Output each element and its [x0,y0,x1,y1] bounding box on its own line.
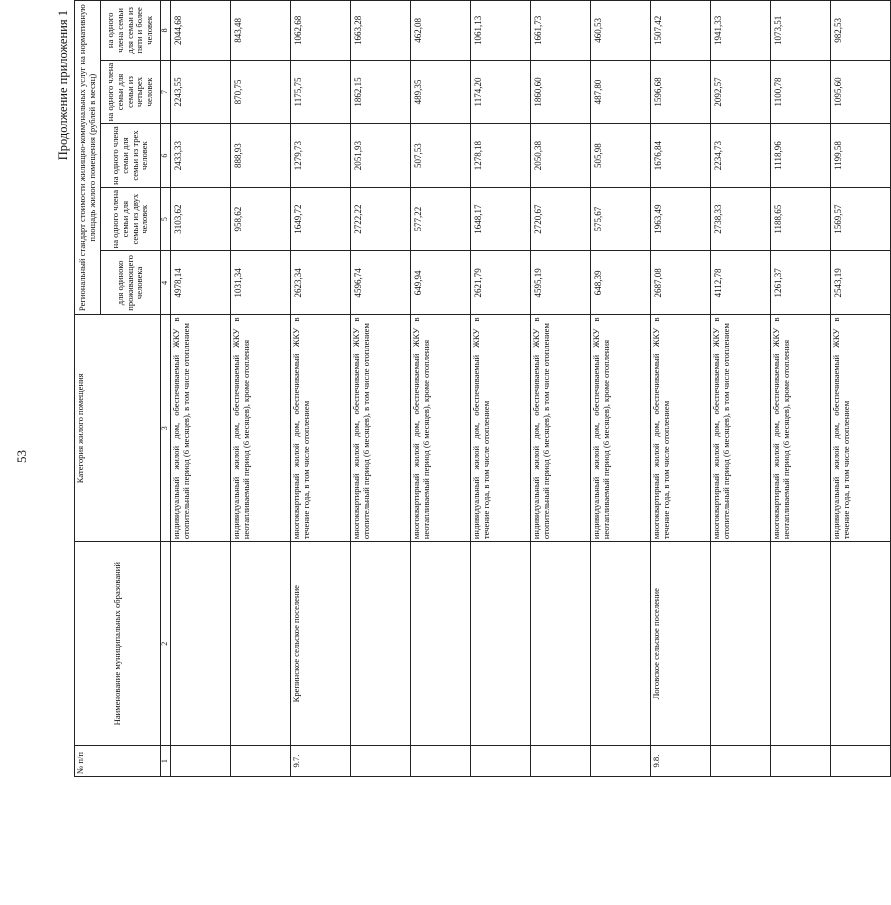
standard-value: 958,62 [231,187,291,251]
standard-value: 2621,79 [471,251,531,315]
standard-value: 487,80 [591,60,651,124]
row-number [771,746,831,777]
municipality-name [351,542,411,746]
row-number [471,746,531,777]
municipality-name [171,542,231,746]
standard-value: 2722,22 [351,187,411,251]
standard-value: 577,22 [411,187,471,251]
housing-category: индивидуальный жилой дом, обеспечиваемый ЖКУ в отопительный период (6 месяцев), в том числе отоплением [531,315,591,542]
row-number [591,746,651,777]
standard-value: 505,98 [591,124,651,188]
municipality-name [771,542,831,746]
housing-category: многоквартирный жилой дом, обеспечиваемый ЖКУ в отопительный период (6 месяцев), в том числе отоплением [711,315,771,542]
table-row [711,1,771,777]
col-num-7: 7 [161,60,171,124]
standard-value: 2051,93 [351,124,411,188]
row-number [231,746,291,777]
standard-value: 982,53 [831,1,891,61]
table-row [171,1,231,777]
table-row [831,1,891,777]
municipality-name [711,542,771,746]
standard-value: 3103,62 [171,187,231,251]
standard-value: 2044,68 [171,1,231,61]
row-number [351,746,411,777]
column-numbers-row [161,1,171,777]
standard-value: 648,39 [591,251,651,315]
standard-value: 507,53 [411,124,471,188]
row-number: 9.8. [651,746,711,777]
standard-value: 1100,78 [771,60,831,124]
standard-value: 1860,60 [531,60,591,124]
standard-value: 2543,19 [831,251,891,315]
housing-category: многоквартирный жилой дом, обеспечиваемый ЖКУ в неотапливаемый период (6 месяцев), кроме отопления [411,315,471,542]
tariff-table [74,0,891,777]
standard-value: 1175,75 [291,60,351,124]
row-number [831,746,891,777]
housing-category: многоквартирный жилой дом, обеспечиваемый ЖКУ в отопительный период (6 месяцев), в том числе отоплением [351,315,411,542]
col-num-3: 3 [161,315,171,542]
table-row [411,1,471,777]
standard-value: 1569,57 [831,187,891,251]
housing-category: индивидуальный жилой дом, обеспечиваемый ЖКУ в неотапливаемый период (6 месяцев), кроме отопления [591,315,651,542]
housing-category: индивидуальный жилой дом, обеспечиваемый ЖКУ в неотапливаемый период (6 месяцев), кроме отопления [231,315,291,542]
standard-value: 2243,55 [171,60,231,124]
standard-value: 1095,60 [831,60,891,124]
housing-category: многоквартирный жилой дом, обеспечиваемый ЖКУ в течение года, в том числе отоплением [291,315,351,542]
col-num-1: 1 [161,746,171,777]
header-row-1 [75,1,101,777]
header-sub-4: на одного члена семьи для семьи из четырех человек [101,60,161,124]
col-num-2: 2 [161,542,171,746]
standard-value: 1648,17 [471,187,531,251]
standard-value: 2623,34 [291,251,351,315]
standard-value: 1596,68 [651,60,711,124]
col-num-8: 8 [161,1,171,61]
header-sub-3: на одного члена семьи для семьи из трех человек [101,124,161,188]
standard-value: 1061,13 [471,1,531,61]
row-number: 9.7. [291,746,351,777]
table-row [591,1,651,777]
col-num-4: 4 [161,251,171,315]
col-num-5: 5 [161,187,171,251]
housing-category: индивидуальный жилой дом, обеспечиваемый ЖКУ в отопительный период (6 месяцев), в том числе отоплением [171,315,231,542]
housing-category: индивидуальный жилой дом, обеспечиваемый ЖКУ в течение года, в том числе отоплением [831,315,891,542]
row-number [711,746,771,777]
standard-value: 2092,57 [711,60,771,124]
municipality-name: Логовское сельское поселение [651,542,711,746]
standard-value: 4978,14 [171,251,231,315]
municipality-name [831,542,891,746]
table-row [291,1,351,777]
standard-value: 1507,42 [651,1,711,61]
municipality-name: Крепинское сельское поселение [291,542,351,746]
standard-value: 2234,73 [711,124,771,188]
table-row [651,1,711,777]
header-sub-2: на одного члена семьи для семьи из двух человек [101,187,161,251]
standard-value: 1073,51 [771,1,831,61]
standard-value: 2687,08 [651,251,711,315]
standard-value: 4596,74 [351,251,411,315]
housing-category: многоквартирный жилой дом, обеспечиваемый ЖКУ в неотапливаемый период (6 месяцев), кроме отопления [771,315,831,542]
standard-value: 1649,72 [291,187,351,251]
row-number [531,746,591,777]
standard-value: 1963,49 [651,187,711,251]
standard-value: 1661,73 [531,1,591,61]
municipality-name [591,542,651,746]
standard-value: 460,53 [591,1,651,61]
continuation-caption: Продолжение приложения 1 [56,10,70,161]
standard-value: 1278,18 [471,124,531,188]
standard-value: 1188,65 [771,187,831,251]
housing-category: индивидуальный жилой дом, обеспечиваемый ЖКУ в течение года, в том числе отоплением [471,315,531,542]
municipality-name [411,542,471,746]
header-standard: Региональный стандарт стоимости жилищно-коммунальных услуг на нормативную площадь жилого помещения (рублей в месяц) [75,1,101,315]
standard-value: 489,35 [411,60,471,124]
header-no: № п/п [75,746,161,777]
header-sub-1: для одиноко проживающего человека [101,251,161,315]
standard-value: 1261,37 [771,251,831,315]
standard-value: 1199,58 [831,124,891,188]
table-row [471,1,531,777]
standard-value: 1118,96 [771,124,831,188]
standard-value: 2738,33 [711,187,771,251]
standard-value: 1279,73 [291,124,351,188]
row-number [411,746,471,777]
standard-value: 870,75 [231,60,291,124]
standard-value: 4595,19 [531,251,591,315]
municipality-name [231,542,291,746]
municipality-name [471,542,531,746]
standard-value: 1062,68 [291,1,351,61]
standard-value: 843,48 [231,1,291,61]
municipality-name [531,542,591,746]
housing-category: многоквартирный жилой дом, обеспечиваемый ЖКУ в течение года, в том числе отоплением [651,315,711,542]
header-category: Категория жилого помещения [75,315,161,542]
standard-value: 888,93 [231,124,291,188]
standard-value: 1031,34 [231,251,291,315]
standard-value: 1941,33 [711,1,771,61]
row-number [171,746,231,777]
col-num-6: 6 [161,124,171,188]
standard-value: 575,67 [591,187,651,251]
standard-value: 462,08 [411,1,471,61]
page-number: 53 [14,450,29,463]
standard-value: 1862,15 [351,60,411,124]
header-municipality: Наименование муниципальных образований [75,542,161,746]
standard-value: 2050,38 [531,124,591,188]
standard-value: 4112,78 [711,251,771,315]
standard-value: 649,94 [411,251,471,315]
table-row [771,1,831,777]
standard-value: 1676,84 [651,124,711,188]
standard-value: 1174,20 [471,60,531,124]
standard-value: 2720,67 [531,187,591,251]
standard-value: 2433,33 [171,124,231,188]
table-row [351,1,411,777]
table-row [231,1,291,777]
table-row [531,1,591,777]
standard-value: 1663,28 [351,1,411,61]
header-sub-5: на одного члена семьи для семьи из пяти и более человек [101,1,161,61]
